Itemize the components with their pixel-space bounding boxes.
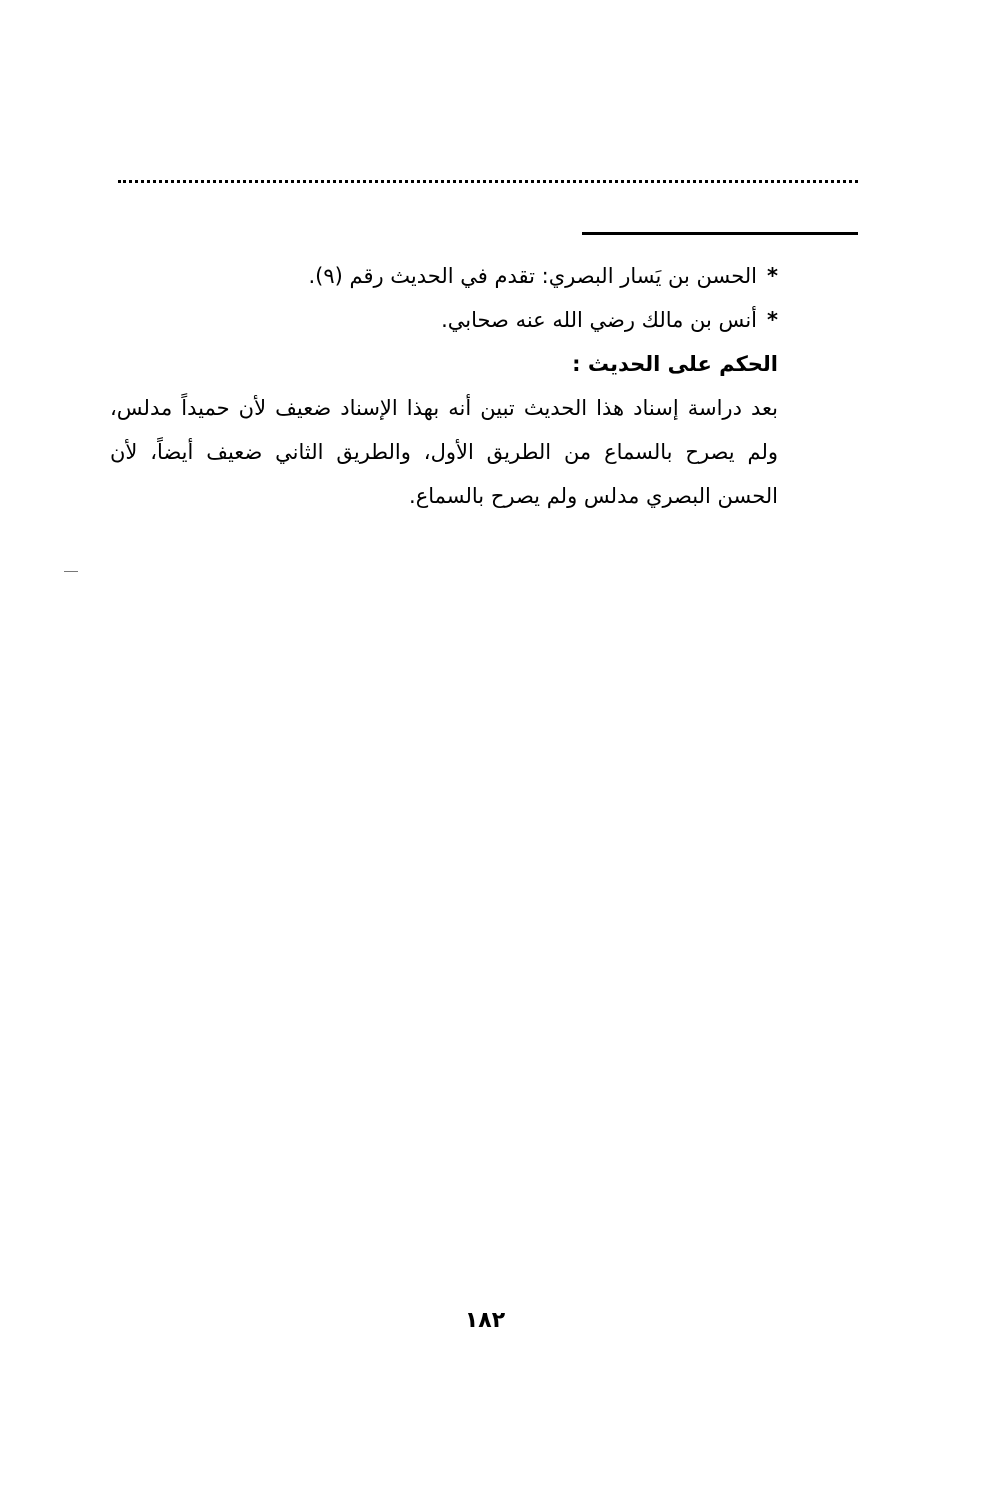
dotted-separator (118, 180, 858, 183)
ruling-line: الحسن البصري مدلس ولم يصرح بالسماع. (409, 484, 778, 508)
bullet-marker: * (767, 308, 778, 332)
ruling-line: ولم يصرح بالسماع من الطريق الأول، والطريق الثاني ضعيف أيضاً، لأن (110, 440, 778, 464)
narrator-entry-text: الحسن بن يَسار البصري: تقدم في الحديث رقم (٩). (308, 264, 758, 288)
narrator-entry (110, 298, 778, 342)
narrator-entry (110, 254, 778, 298)
page-content (110, 254, 778, 518)
narrator-entry-text: أنس بن مالك رضي الله عنه صحابي. (441, 308, 758, 332)
stray-mark (64, 571, 78, 572)
page-number: ١٨٢ (464, 1308, 506, 1333)
ruling-heading: الحكم على الحديث : (572, 352, 778, 376)
bullet-marker: * (767, 264, 778, 288)
footnote-rule (582, 232, 858, 235)
ruling-line: بعد دراسة إسناد هذا الحديث تبين أنه بهذا الإسناد ضعيف لأن حميداً مدلس، (110, 396, 778, 420)
